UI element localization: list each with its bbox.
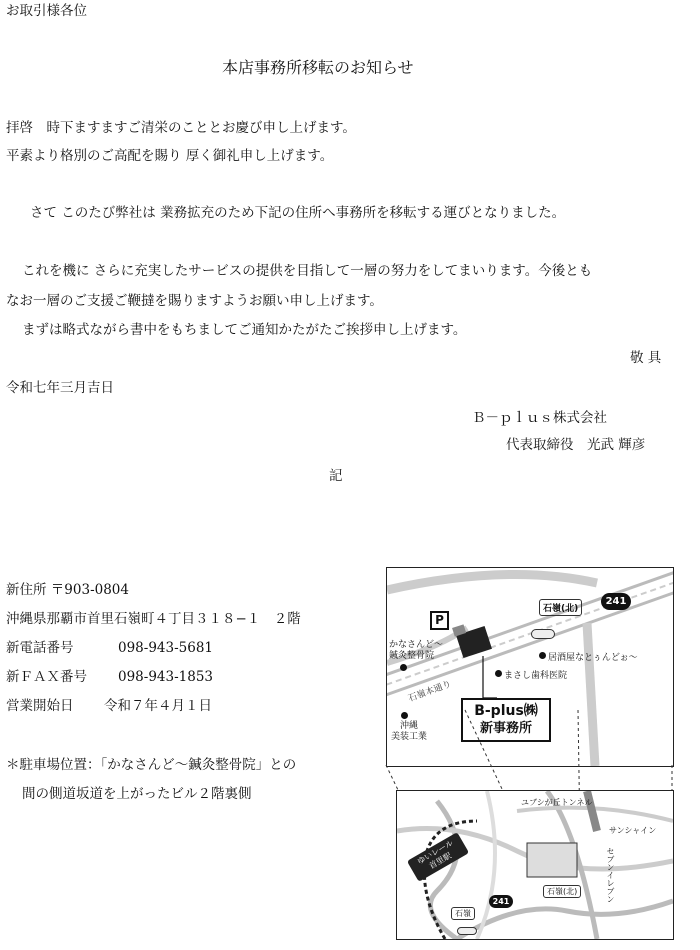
body-line-5: なお一層のご支援ご鞭撻を賜りますようお願い申し上げます。 <box>6 293 383 309</box>
tunnel-label: ユブシが丘トンネル <box>521 798 593 807</box>
route-241-badge-area: 241 <box>489 895 513 908</box>
sunshine-label: サンシャイン <box>609 826 657 835</box>
page-title: 本店事務所移転のお知らせ <box>222 58 414 77</box>
dental-label: まさし歯科医院 <box>504 671 568 681</box>
route-241-badge: 241 <box>601 593 631 610</box>
ishimine-label: 石嶺 <box>451 907 475 920</box>
date: 令和七年三月吉日 <box>6 380 114 396</box>
recipient: お取引様各位 <box>6 3 87 19</box>
tel-value: 098-943-5681 <box>118 640 214 656</box>
postal-code: 〒903-0804 <box>50 582 129 598</box>
office-name: B-plus㈱ <box>474 703 538 719</box>
bus-stop-label-area: 石嶺(北) <box>543 885 581 898</box>
address: 沖縄県那覇市首里石嶺町４丁目３１８−１ ２階 <box>6 611 301 627</box>
address-label: 新住所 <box>6 582 47 598</box>
start-label: 営業開始日 <box>6 698 74 714</box>
body-line-2: 平素より格別のご高配を賜り 厚く御礼申し上げます。 <box>6 148 334 164</box>
parking-icon: P <box>430 611 449 630</box>
office-area <box>527 843 577 877</box>
area-map <box>396 790 674 940</box>
representative: 代表取締役 光武 輝彦 <box>506 437 646 453</box>
body-line-3: さて このたび弊社は 業務拡充のため下記の住所へ事務所を移転する運びとなりました。 <box>30 205 566 221</box>
parking-note-1: ＊駐車場位置：「かなさんど～鍼灸整骨院」との <box>6 757 297 773</box>
bus-stop-label: 石嶺(北) <box>539 599 582 616</box>
parking-note-2: 間の側道坂道を上がったビル２階裏側 <box>22 786 252 802</box>
road-label: 石嶺本通り <box>407 679 453 705</box>
yui-rail-label: ゆいレール 首里駅 <box>407 832 469 882</box>
ki-heading: 記 <box>329 468 343 484</box>
izakaya-label: 居酒屋なとぅんどぉ～ <box>548 653 638 663</box>
seven-label: セブンイレブン <box>606 847 615 903</box>
body-line-6: まずは略式ながら書中をもちましてご通知かたがたご挨拶申し上げます。 <box>22 322 467 338</box>
fax-label: 新ＦＡＸ番号 <box>6 669 87 685</box>
fax-value: 098-943-1853 <box>118 669 214 685</box>
body-line-1: 拝啓 時下ますますご清栄のこととお慶び申し上げます。 <box>6 120 356 136</box>
tel-label: 新電話番号 <box>6 640 74 656</box>
okinawa-label: 沖縄 美装工業 <box>391 721 428 742</box>
office-sub: 新事務所 <box>479 721 532 736</box>
bus-stop-icon-area <box>457 927 477 935</box>
company-name: Ｂ－ｐｌｕｓ株式会社 <box>472 410 607 426</box>
body-line-4: これを機に さらに充実したサービスの提供を目指して一層の努力をしてまいります。今後とも <box>22 263 593 279</box>
start-value: 令和７年４月１日 <box>104 698 212 714</box>
closing: 敬 具 <box>630 350 662 366</box>
clinic-label: かなさんど～ 鍼灸整骨院 <box>389 640 444 661</box>
